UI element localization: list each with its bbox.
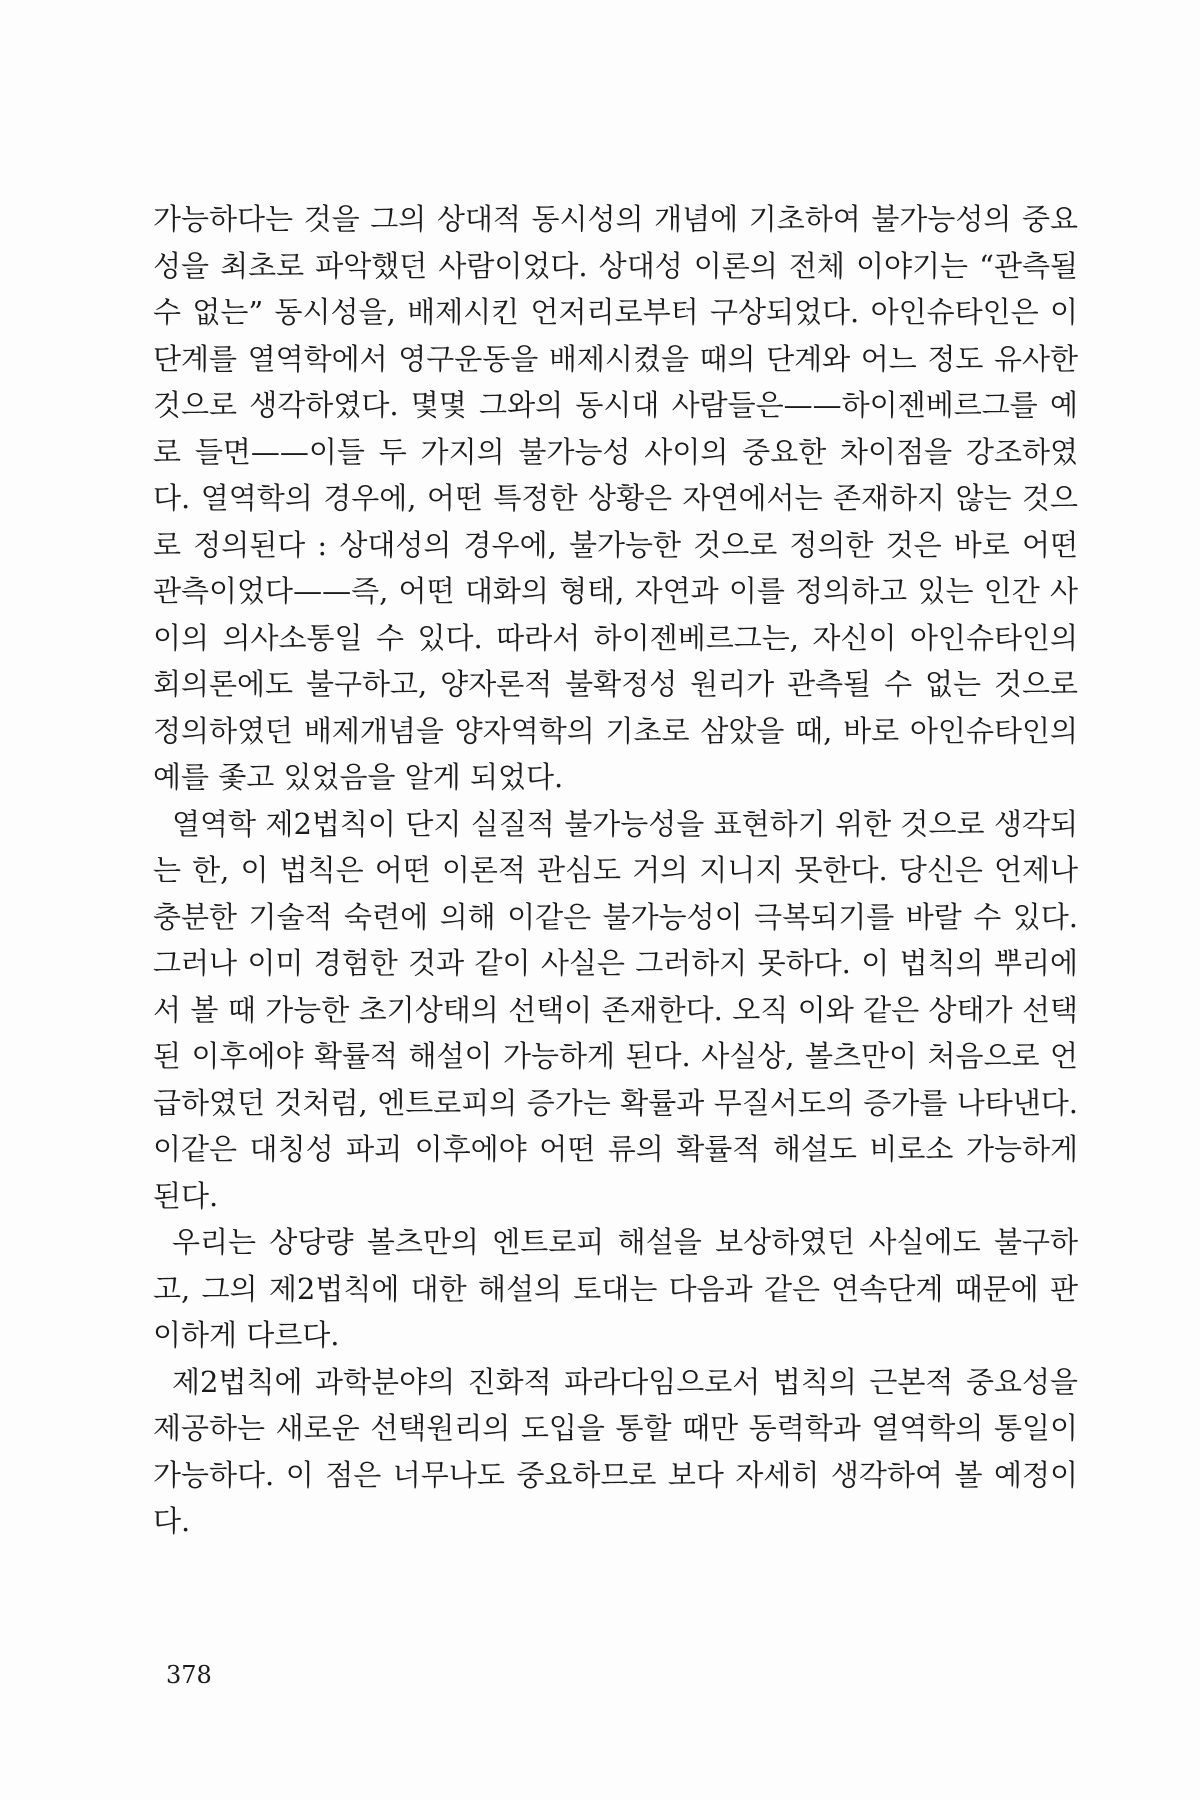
paragraph-4: 제2법칙에 과학분야의 진화적 파라다임으로서 법칙의 근본적 중요성을 제공하는 새로운 선택원리의 도입을 통할 때만 동력학과 열역학의 통일이 가능하다. 이 점은 너무나도 중요하므로 보다 자세히 생각하여 볼 예정이다. — [153, 1364, 1078, 1538]
body-text — [153, 196, 1078, 1545]
paragraph-3: 우리는 상당량 볼츠만의 엔트로피 해설을 보상하였던 사실에도 불구하고, 그의 제2법칙에 대한 해설의 토대는 다음과 같은 연속단계 때문에 판이하게 다르다. — [153, 1225, 1078, 1352]
paragraph-1: 가능하다는 것을 그의 상대적 동시성의 개념에 기초하여 불가능성의 중요성을 최초로 파악했던 사람이었다. 상대성 이론의 전체 이야기는 “관측될 수 없는” 동시성을, 배제시킨 언저리로부터 구상되었다. 아인슈타인은 이단계를 열역학에서 영구운동을 배제시켰을 때의 단계와 어느 정도 유사한 것으로 생각하였다. 몇몇 그와의 동시대 사람들은——하이젠베르그를 예로 들면——이들 두 가지의 불가능성 사이의 중요한 차이점을 강조하였다. 열역학의 경우에, 어떤 특정한 상황은 자연에서는 존재하지 않는 것으로 정의된다 : 상대성의 경우에, 불가능한 것으로 정의한 것은 바로 어떤 관측이었다——즉, 어떤 대화의 형태, 자연과 이를 정의하고 있는 인간 사이의 의사소통일 수 있다. 따라서 하이젠베르그는, 자신이 아인슈타인의 회의론에도 불구하고, 양자론적 불확정성 원리가 관측될 수 없는 것으로 정의하였던 배제개념을 양자역학의 기초로 삼았을 때, 바로 아인슈타인의 예를 좇고 있었음을 알게 되었다. — [153, 202, 1078, 794]
page-number: 378 — [166, 1661, 212, 1689]
paragraph-2: 열역학 제2법칙이 단지 실질적 불가능성을 표현하기 위한 것으로 생각되는 한, 이 법칙은 어떤 이론적 관심도 거의 지니지 못한다. 당신은 언제나 충분한 기술적 숙련에 의해 이같은 불가능성이 극복되기를 바랄 수 있다. 그러나 이미 경험한 것과 같이 사실은 그러하지 못하다. 이 법칙의 뿌리에서 볼 때 가능한 초기상태의 선택이 존재한다. 오직 이와 같은 상태가 선택된 이후에야 확률적 해설이 가능하게 된다. 사실상, 볼츠만이 처음으로 언급하였던 것처럼, 엔트로피의 증가는 확률과 무질서도의 증가를 나타낸다. 이같은 대칭성 파괴 이후에야 어떤 류의 확률적 해설도 비로소 가능하게 된다. — [153, 806, 1078, 1213]
